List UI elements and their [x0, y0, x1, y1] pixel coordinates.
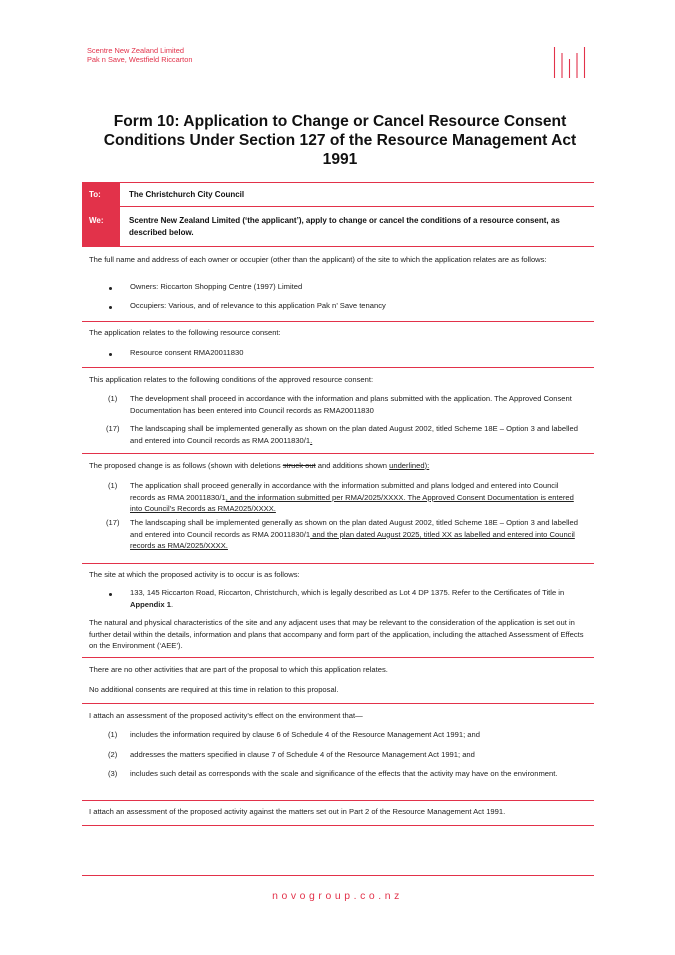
natural-characteristics: The natural and physical characteristics of the site and any adjacent uses that may be relevant to the consideration of the application is set out in further detail within the details, information and plans that accompany and form part of the application, including the attached Assessment of Effects on the Environment (‘AEE’).	[89, 618, 584, 651]
assessment-text: includes the information required by clause 6 of Schedule 4 of the Resource Management Act 1991; and	[130, 730, 480, 739]
part2-assessment: I attach an assessment of the proposed activity against the matters set out in Part 2 of the Resource Management Act 1991.	[89, 807, 506, 816]
condition-number: (17)	[106, 424, 120, 433]
change-intro-b: and additions shown	[315, 461, 390, 470]
site-item-end: .	[170, 599, 174, 609]
divider	[82, 453, 594, 454]
divider	[82, 321, 594, 322]
owners-intro: The full name and address of each owner or occupier (other than the applicant) of the site to which the application relates are as follows:	[89, 255, 547, 264]
no-additional-consents: No additional consents are required at this time in relation to this proposal.	[89, 685, 339, 694]
change-intro-c: ):	[424, 461, 430, 470]
divider	[82, 800, 594, 801]
header-site: Pak n Save, Westfield Riccarton	[87, 55, 193, 64]
change-intro	[89, 460, 589, 472]
bullet	[109, 593, 112, 596]
to-value: The Christchurch City Council	[129, 190, 245, 199]
change-intro-a: The proposed change is as follows (shown with deletions	[89, 461, 283, 470]
underlined-example: underlined	[389, 461, 425, 470]
condition-text-trail: .	[310, 435, 313, 445]
novo-logo-icon	[553, 46, 586, 79]
appendix-ref: Appendix 1	[130, 599, 171, 609]
divider	[82, 657, 594, 658]
change-text-plain: The landscaping shall be implemented generally as shown on the plan dated August 2002, titled Scheme 18E – Option 3 and labelled and entered into Council records as RMA 20011830/1	[130, 518, 578, 539]
assessment-text: includes such detail as corresponds with the scale and significance of the effects that the activity may have on the environment.	[130, 769, 558, 778]
struck-out-example: struck out	[282, 461, 316, 470]
assessment-number: (1)	[108, 730, 118, 739]
header-company: Scentre New Zealand Limited	[87, 46, 184, 55]
change-text-added: , and the information submitted per RMA/2025/XXXX. The Approved Consent Documentation is entered into Council’s Records as RMA2025/XXXX.	[130, 492, 574, 514]
conditions-intro: This application relates to the following conditions of the approved resource consent:	[89, 375, 374, 384]
change-text	[130, 517, 585, 552]
condition-number: (1)	[108, 394, 118, 403]
consent-item: Resource consent RMA20011830	[130, 348, 244, 357]
change-text-added: and the plan dated August 2025, titled XX as labelled and entered into Council records as RMA/2025/XXXX.	[130, 529, 575, 551]
header-block	[87, 46, 192, 64]
divider	[82, 367, 594, 368]
assessment-number: (2)	[108, 750, 118, 759]
divider	[82, 563, 594, 564]
assessment-text: addresses the matters specified in clause 7 of Schedule 4 of the Resource Management Act 1991; and	[130, 750, 475, 759]
occupiers-item: Occupiers: Various, and of relevance to this application Pak n’ Save tenancy	[130, 301, 386, 310]
assessment-number: (3)	[108, 769, 118, 778]
owners-item: Owners: Riccarton Shopping Centre (1997) Limited	[130, 282, 303, 291]
footer-website: novogroup.co.nz	[272, 891, 403, 902]
divider	[82, 182, 594, 183]
site-item	[130, 587, 580, 610]
site-intro: The site at which the proposed activity is to occur is as follows:	[89, 570, 300, 579]
divider	[82, 825, 594, 826]
page-title: Form 10: Application to Change or Cancel Resource Consent Conditions Under Section 127 of the Resource Management Act 1991	[103, 113, 577, 168]
we-value: Scentre New Zealand Limited (‘the applicant’), apply to change or cancel the conditions of a resource consent, as described below.	[129, 216, 560, 237]
divider	[82, 206, 594, 207]
we-label-cell	[82, 207, 120, 246]
to-label: To:	[89, 190, 101, 199]
change-text	[130, 480, 585, 515]
assessment-intro: I attach an assessment of the proposed activity’s effect on the environment that—	[89, 711, 363, 720]
footer-divider	[82, 875, 594, 876]
divider	[82, 703, 594, 704]
divider	[82, 246, 594, 247]
condition-text-main: The landscaping shall be implemented generally as shown on the plan dated August 2002, titled Scheme 18E – Option 3 and labelled and entered into Council records as RMA 20011830/1	[130, 424, 578, 445]
no-other-activities: There are no other activities that are part of the proposal to which this application relates.	[89, 665, 388, 674]
bullet	[109, 353, 112, 356]
change-number: (17)	[106, 518, 120, 527]
consent-intro: The application relates to the following resource consent:	[89, 328, 281, 337]
bullet	[109, 287, 112, 290]
change-text-plain: The application shall proceed generally in accordance with the information submitted and plans lodged and entered into Council records as RMA 20011830/1	[130, 481, 559, 502]
site-item-text: 133, 145 Riccarton Road, Riccarton, Christchurch, which is legally described as Lot 4 DP 1375. Refer to the Certificates of Title in	[130, 588, 565, 597]
change-number: (1)	[108, 481, 118, 490]
we-label: We:	[89, 216, 104, 225]
bullet	[109, 306, 112, 309]
condition-text	[130, 423, 585, 446]
condition-text: The development shall proceed in accordance with the information and plans submitted with the application. The Approved Consent Documentation has been entered into Council records as RMA20011830	[130, 394, 572, 415]
to-label-cell	[82, 183, 120, 206]
